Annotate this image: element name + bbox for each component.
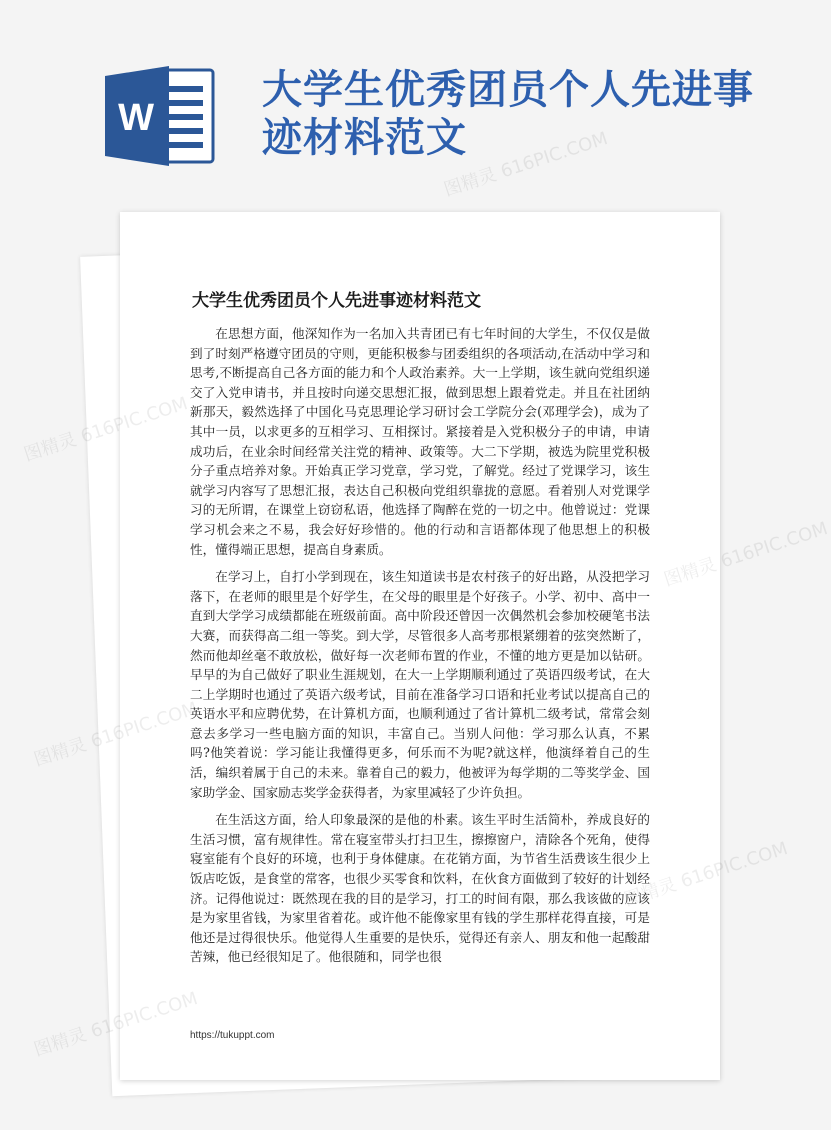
paragraph-thought: 在思想方面，他深知作为一名加入共青团已有七年时间的大学生，不仅仅是做到了时刻严格遵守团员的守则，更能积极参与团委组织的各项活动,在活动中学习和思考,不断提高自己各方面的能力和个人政治素养。大一上学期，该生就向党组织递交了入党申请书，并且按时向递交思想汇报，做到思想上跟着党走。并且在社团纳新那天，毅然选择了中国化马克思理论学习研讨会工学院分会(邓理学会)，成为了其中一员，以求更多的互相学习、互相探讨。紧接着是入党积极分子的申请，申请成功后，在业余时间经常关注党的精神、政策等。大二下学期，被选为院里党积极分子重点培养对象。开始真正学习党章，学习党，了解党。经过了党课学习，该生就学习内容写了思想汇报，表达自己积极向党组织靠拢的意愿。看着别人对党课学习的无所谓，在课堂上窃窃私语，他选择了陶醉在党的一切之中。他曾说过：党课学习机会来之不易，我会好好珍惜的。他的行动和言语都体现了他思想上的积极性，懂得端正思想，提高自身素质。 bbox=[190, 326, 650, 557]
document-page bbox=[120, 212, 720, 1080]
watermark: 图精灵 616PIC.COM bbox=[441, 128, 611, 201]
paragraph-study: 在学习上，自打小学到现在，该生知道读书是农村孩子的好出路，从没把学习落下，在老师的眼里是个好学生，在父母的眼里是个好孩子。小学、初中、高中一直到大学学习成绩都能在班级前面。高中阶段还曾因一次偶然机会参加校硬笔书法大赛，而获得高二组一等奖。到大学，尽管很多人高考那根紧绷着的弦突然断了，然而他却丝毫不敢放松，做好每一次老师布置的作业，不懂的地方更是加以钻研。早早的为自己做好了职业生涯规划，在大一上学期顺利通过了英语四级考试，在大二上学期时也通过了英语六级考试，目前在准备学习口语和托业考试以提高自己的英语水平和应聘优势，在计算机方面，也顺利通过了省计算机二级考试，常常会刻意去多学习一些电脑方面的知识，丰富自己。当别人问他：学习那么认真，不累吗?他笑着说：学习能让我懂得更多，何乐而不为呢?就这样，他演绎着自己的生活，编织着属于自己的未来。靠着自己的毅力，他被评为每学期的二等奖学金、国家助学金、国家励志奖学金获得者，为家里减轻了少许负担。 bbox=[190, 569, 650, 800]
footer-url[interactable]: https://tukuppt.com bbox=[190, 1030, 275, 1041]
document-body bbox=[190, 324, 650, 975]
watermark: 图精灵 bbox=[31, 734, 90, 771]
svg-text:W: W bbox=[118, 97, 154, 139]
header-title: 大学生优秀团员个人先进事迹材料范文 bbox=[262, 67, 754, 161]
watermark: 图精灵 616PIC.COM bbox=[661, 518, 831, 591]
watermark: 616PIC.COM bbox=[678, 838, 791, 893]
watermark: 图精灵 bbox=[31, 1024, 90, 1061]
paragraph-life: 在生活这方面，给人印象最深的是他的朴素。该生平时生活简朴，养成良好的生活习惯，富有规律性。常在寝室带头打扫卫生，擦擦窗户，清除各个死角，使得寝室能有个良好的环境，也利于身体健康。在花销方面，为节省生活费该生很少上饭店吃饭，是食堂的常客，也很少买零食和饮料，在伙食方面做到了较好的计划经济。记得他说过：既然现在我的目的是学习，打工的时间有限，那么我该做的应该是为家里省钱，为家里省着花。或许他不能像家里有钱的学生那样花得直接，可是他还是过得很快乐。他觉得人生重要的是快乐，觉得还有亲人、朋友和他一起酸甜苦辣，他已经很知足了。他很随和，同学也很 bbox=[190, 812, 650, 965]
watermark: 图精灵 bbox=[21, 429, 80, 466]
word-document-icon bbox=[105, 62, 217, 170]
document-title: 大学生优秀团员个人先进事迹材料范文 bbox=[192, 291, 481, 311]
header bbox=[0, 0, 800, 200]
